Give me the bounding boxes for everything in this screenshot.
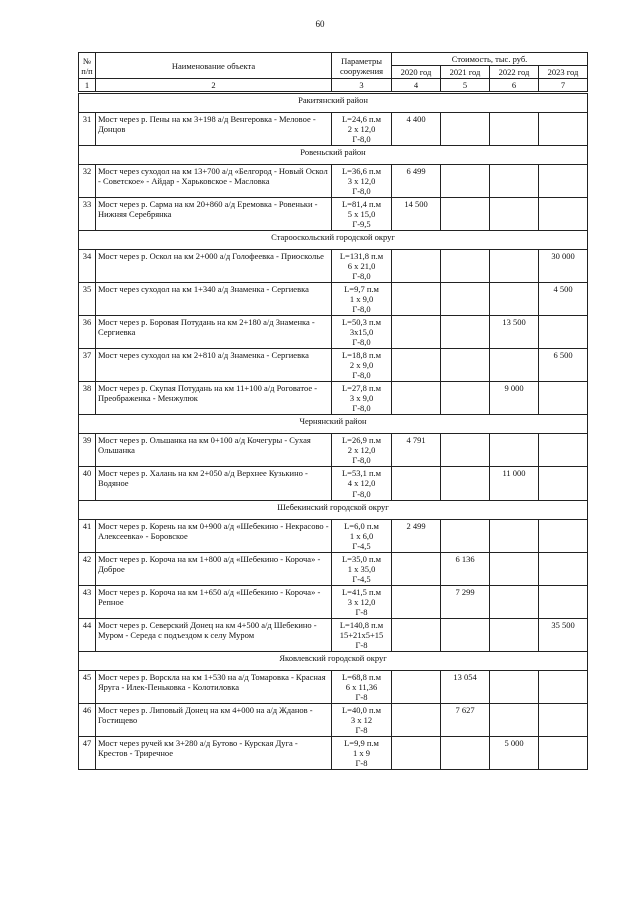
param-line: Г-8,0 — [352, 271, 371, 282]
cost-2021 — [441, 467, 490, 500]
object-name: Мост через ручей км 3+280 а/д Бутово - Курская Дуга - Крестов - Триречное — [96, 736, 332, 769]
column-index: 7 — [539, 79, 588, 93]
row-number: 40 — [79, 467, 96, 500]
row-number: 41 — [79, 519, 96, 552]
cost-2020 — [392, 467, 441, 500]
cost-2023 — [539, 552, 588, 585]
cost-2021: 6 136 — [441, 552, 490, 585]
cost-2021 — [441, 113, 490, 146]
cost-2020 — [392, 382, 441, 415]
param-line: L=41,5 п.м — [341, 586, 382, 597]
cost-2020 — [392, 283, 441, 316]
param-line: L=131,8 п.м — [339, 251, 384, 262]
cost-2023 — [539, 519, 588, 552]
cost-2023 — [539, 198, 588, 231]
column-index: 4 — [392, 79, 441, 93]
structure-params — [332, 552, 392, 585]
cost-2023: 35 500 — [539, 618, 588, 651]
row-number: 36 — [79, 316, 96, 349]
cost-2020 — [392, 618, 441, 651]
region-row — [79, 651, 588, 670]
table-row — [79, 165, 588, 198]
cost-2023 — [539, 316, 588, 349]
cost-2023 — [539, 736, 588, 769]
cost-2020 — [392, 585, 441, 618]
cost-2021: 7 627 — [441, 703, 490, 736]
cost-2021: 13 054 — [441, 670, 490, 703]
param-line: 1 х 9 — [353, 747, 370, 758]
param-line: Г-8,0 — [352, 370, 371, 381]
cost-2020: 2 499 — [392, 519, 441, 552]
param-line: L=36,6 п.м — [341, 166, 382, 177]
row-number: 33 — [79, 198, 96, 231]
param-line: Г-9,5 — [352, 219, 371, 230]
cost-2022 — [490, 670, 539, 703]
table-row — [79, 618, 588, 651]
cost-2023 — [539, 703, 588, 736]
param-line: L=6,0 п.м — [344, 520, 379, 531]
cost-2022 — [490, 283, 539, 316]
param-line: L=27,8 п.м — [341, 383, 382, 394]
structure-params — [332, 250, 392, 283]
cost-2022 — [490, 618, 539, 651]
column-index: 6 — [490, 79, 539, 93]
param-line: L=140,8 п.м — [339, 619, 384, 630]
structure-params — [332, 434, 392, 467]
param-line: Г-8 — [355, 691, 368, 702]
param-line: Г-8,0 — [352, 134, 371, 145]
column-index: 1 — [79, 79, 96, 93]
structure-params — [332, 316, 392, 349]
structure-params — [332, 670, 392, 703]
param-line: 15+21х5+15 — [339, 629, 384, 640]
cost-2022 — [490, 113, 539, 146]
cost-2022 — [490, 703, 539, 736]
header-name: Наименование объекта — [96, 53, 332, 79]
cost-2020: 4 791 — [392, 434, 441, 467]
cost-2023 — [539, 434, 588, 467]
row-number: 37 — [79, 349, 96, 382]
header-no: № п/п — [79, 53, 96, 79]
param-line: Г-8,0 — [352, 455, 371, 466]
param-line: L=9,9 п.м — [344, 737, 379, 748]
table-row — [79, 349, 588, 382]
structure-params — [332, 382, 392, 415]
object-name: Мост через р. Корень на км 0+900 а/д «Шебекино - Некрасово - Алексеевка» - Боровское — [96, 519, 332, 552]
cost-2022 — [490, 519, 539, 552]
cost-2022 — [490, 250, 539, 283]
param-line: L=18,8 п.м — [341, 350, 382, 361]
cost-2023 — [539, 165, 588, 198]
param-line: Г-8,0 — [352, 304, 371, 315]
row-number: 35 — [79, 283, 96, 316]
object-name: Мост через р. Короча на км 1+800 а/д «Шебекино - Короча» - Доброе — [96, 552, 332, 585]
param-line: 3 х 12,0 — [347, 596, 376, 607]
cost-2020 — [392, 703, 441, 736]
row-number: 47 — [79, 736, 96, 769]
object-name: Мост через суходол на км 1+340 а/д Знаменка - Сергиевка — [96, 283, 332, 316]
region-title: Ровеньский район — [79, 146, 588, 165]
param-line: L=53,1 п.м — [341, 468, 382, 479]
object-name: Мост через р. Липовый Донец на км 4+000 на а/д Жданов - Гостищево — [96, 703, 332, 736]
cost-2021 — [441, 434, 490, 467]
cost-2021: 7 299 — [441, 585, 490, 618]
param-line: Г-8,0 — [352, 488, 371, 499]
table-row — [79, 670, 588, 703]
row-number: 43 — [79, 585, 96, 618]
table-row — [79, 198, 588, 231]
structure-params — [332, 113, 392, 146]
header-cost: Стоимость, тыс. руб. — [392, 53, 588, 66]
header-year-2023: 2023 год — [539, 66, 588, 79]
object-name: Мост через суходол на км 2+810 а/д Знаменка - Сергиевка — [96, 349, 332, 382]
table-row — [79, 736, 588, 769]
row-number: 34 — [79, 250, 96, 283]
cost-2020 — [392, 316, 441, 349]
row-number: 39 — [79, 434, 96, 467]
param-line: L=26,9 п.м — [341, 435, 382, 446]
cost-2020 — [392, 670, 441, 703]
structure-params — [332, 703, 392, 736]
param-line: 2 х 9,0 — [349, 360, 374, 371]
row-number: 31 — [79, 113, 96, 146]
cost-2021 — [441, 618, 490, 651]
cost-2021 — [441, 316, 490, 349]
param-line: 3 х 9,0 — [349, 393, 374, 404]
param-line: 5 х 15,0 — [347, 209, 376, 220]
cost-2021 — [441, 165, 490, 198]
cost-2023 — [539, 467, 588, 500]
region-title: Шебекинский городской округ — [79, 500, 588, 519]
param-line: L=35,0 п.м — [341, 553, 382, 564]
region-title: Старооскольский городской округ — [79, 231, 588, 250]
param-line: 1 х 9,0 — [349, 294, 374, 305]
cost-2023 — [539, 113, 588, 146]
structure-params — [332, 165, 392, 198]
structure-params — [332, 349, 392, 382]
object-name: Мост через р. Халань на км 2+050 а/д Верхнее Кузькино - Водяное — [96, 467, 332, 500]
cost-2021 — [441, 519, 490, 552]
param-line: 1 х 35,0 — [347, 563, 376, 574]
structure-params — [332, 519, 392, 552]
row-number: 32 — [79, 165, 96, 198]
param-line: L=50,3 п.м — [341, 317, 382, 328]
column-index: 2 — [96, 79, 332, 93]
region-title: Ракитянский район — [79, 93, 588, 113]
cost-2022 — [490, 552, 539, 585]
region-row — [79, 500, 588, 519]
object-name: Мост через р. Ворскла на км 1+530 на а/д Томаровка - Красная Яруга - Илек-Пеньковка - Колотиловка — [96, 670, 332, 703]
table-row — [79, 113, 588, 146]
param-line: 3 х 12 — [350, 714, 373, 725]
page-number: 60 — [315, 19, 325, 29]
cost-2022 — [490, 349, 539, 382]
param-line: 1 х 6,0 — [349, 530, 374, 541]
cost-2020: 6 499 — [392, 165, 441, 198]
object-name: Мост через р. Короча на км 1+650 а/д «Шебекино - Короча» - Репное — [96, 585, 332, 618]
object-name: Мост через р. Сарма на км 20+860 а/д Еремовка - Ровеньки - Нижняя Серебрянка — [96, 198, 332, 231]
param-line: 4 х 12,0 — [347, 478, 376, 489]
structure-params — [332, 283, 392, 316]
param-line: 6 х 11,36 — [345, 681, 378, 692]
object-name: Мост через р. Северский Донец на км 4+500 а/д Шебекино - Муром - Середа с подъездом к селу Муром — [96, 618, 332, 651]
structure-params — [332, 467, 392, 500]
region-row — [79, 93, 588, 113]
param-line: 3 х 12,0 — [347, 176, 376, 187]
param-line: Г-8 — [355, 606, 368, 617]
param-line: L=81,4 п.м — [341, 199, 382, 210]
region-row — [79, 231, 588, 250]
structure-params — [332, 198, 392, 231]
header-params: Параметры сооружения — [332, 53, 392, 79]
param-line: Г-8,0 — [352, 186, 371, 197]
param-line: Г-8 — [355, 724, 368, 735]
cost-2023 — [539, 585, 588, 618]
cost-2020: 14 500 — [392, 198, 441, 231]
param-line: 2 х 12,0 — [347, 124, 376, 135]
cost-2022: 5 000 — [490, 736, 539, 769]
table-row — [79, 467, 588, 500]
cost-2023: 6 500 — [539, 349, 588, 382]
param-line: 3х15,0 — [349, 327, 374, 338]
region-title: Чернянский район — [79, 415, 588, 434]
cost-2022 — [490, 198, 539, 231]
cost-2023: 4 500 — [539, 283, 588, 316]
cost-2020 — [392, 552, 441, 585]
param-line: L=24,6 п.м — [341, 114, 382, 125]
cost-2022 — [490, 434, 539, 467]
bridge-cost-table — [78, 52, 588, 770]
structure-params — [332, 736, 392, 769]
object-name: Мост через р. Ольшанка на км 0+100 а/д Кочегуры - Сухая Ольшанка — [96, 434, 332, 467]
param-line: Г-4,5 — [352, 573, 371, 584]
cost-2021 — [441, 250, 490, 283]
table-row — [79, 519, 588, 552]
param-line: 2 х 12,0 — [347, 445, 376, 456]
cost-2020: 4 400 — [392, 113, 441, 146]
header-year-2021: 2021 год — [441, 66, 490, 79]
table-row — [79, 382, 588, 415]
region-title: Яковлевский городской округ — [79, 651, 588, 670]
region-row — [79, 415, 588, 434]
cost-2021 — [441, 382, 490, 415]
param-line: L=68,8 п.м — [341, 671, 382, 682]
table-row — [79, 703, 588, 736]
cost-2020 — [392, 250, 441, 283]
row-number: 42 — [79, 552, 96, 585]
table-row — [79, 283, 588, 316]
row-number: 44 — [79, 618, 96, 651]
column-index: 3 — [332, 79, 392, 93]
row-number: 46 — [79, 703, 96, 736]
object-name: Мост через р. Боровая Потудань на км 2+180 а/д Знаменка - Сергиевка — [96, 316, 332, 349]
table-row — [79, 585, 588, 618]
cost-2022: 9 000 — [490, 382, 539, 415]
cost-2023 — [539, 670, 588, 703]
param-line: L=9,7 п.м — [344, 284, 379, 295]
object-name: Мост через р. Пены на км 3+198 а/д Венгеровка - Меловое - Донцов — [96, 113, 332, 146]
object-name: Мост через р. Оскол на км 2+000 а/д Голофеевка - Приосколье — [96, 250, 332, 283]
cost-2021 — [441, 283, 490, 316]
cost-2021 — [441, 198, 490, 231]
cost-2021 — [441, 736, 490, 769]
header-year-2022: 2022 год — [490, 66, 539, 79]
cost-2022 — [490, 165, 539, 198]
table-row — [79, 434, 588, 467]
cost-2022 — [490, 585, 539, 618]
cost-2022: 11 000 — [490, 467, 539, 500]
cost-2021 — [441, 349, 490, 382]
cost-2023 — [539, 382, 588, 415]
table-row — [79, 250, 588, 283]
row-number: 45 — [79, 670, 96, 703]
object-name: Мост через суходол на км 13+700 а/д «Белгород - Новый Оскол - Советское» - Айдар - Харьковское - Масловка — [96, 165, 332, 198]
cost-2022: 13 500 — [490, 316, 539, 349]
cost-2023: 30 000 — [539, 250, 588, 283]
table-row — [79, 316, 588, 349]
cost-2020 — [392, 736, 441, 769]
table-row — [79, 552, 588, 585]
param-line: Г-8 — [355, 639, 368, 650]
object-name: Мост через р. Скупая Потудань на км 11+100 а/д Роговатое - Преображенка - Менжулюк — [96, 382, 332, 415]
cost-2020 — [392, 349, 441, 382]
param-line: Г-4,5 — [352, 540, 371, 551]
param-line: Г-8 — [355, 757, 368, 768]
param-line: L=40,0 п.м — [341, 704, 382, 715]
param-line: Г-8,0 — [352, 403, 371, 414]
param-line: 6 х 21,0 — [347, 261, 376, 272]
structure-params — [332, 618, 392, 651]
column-index: 5 — [441, 79, 490, 93]
header-year-2020: 2020 год — [392, 66, 441, 79]
row-number: 38 — [79, 382, 96, 415]
region-row — [79, 146, 588, 165]
structure-params — [332, 585, 392, 618]
param-line: Г-8,0 — [352, 337, 371, 348]
